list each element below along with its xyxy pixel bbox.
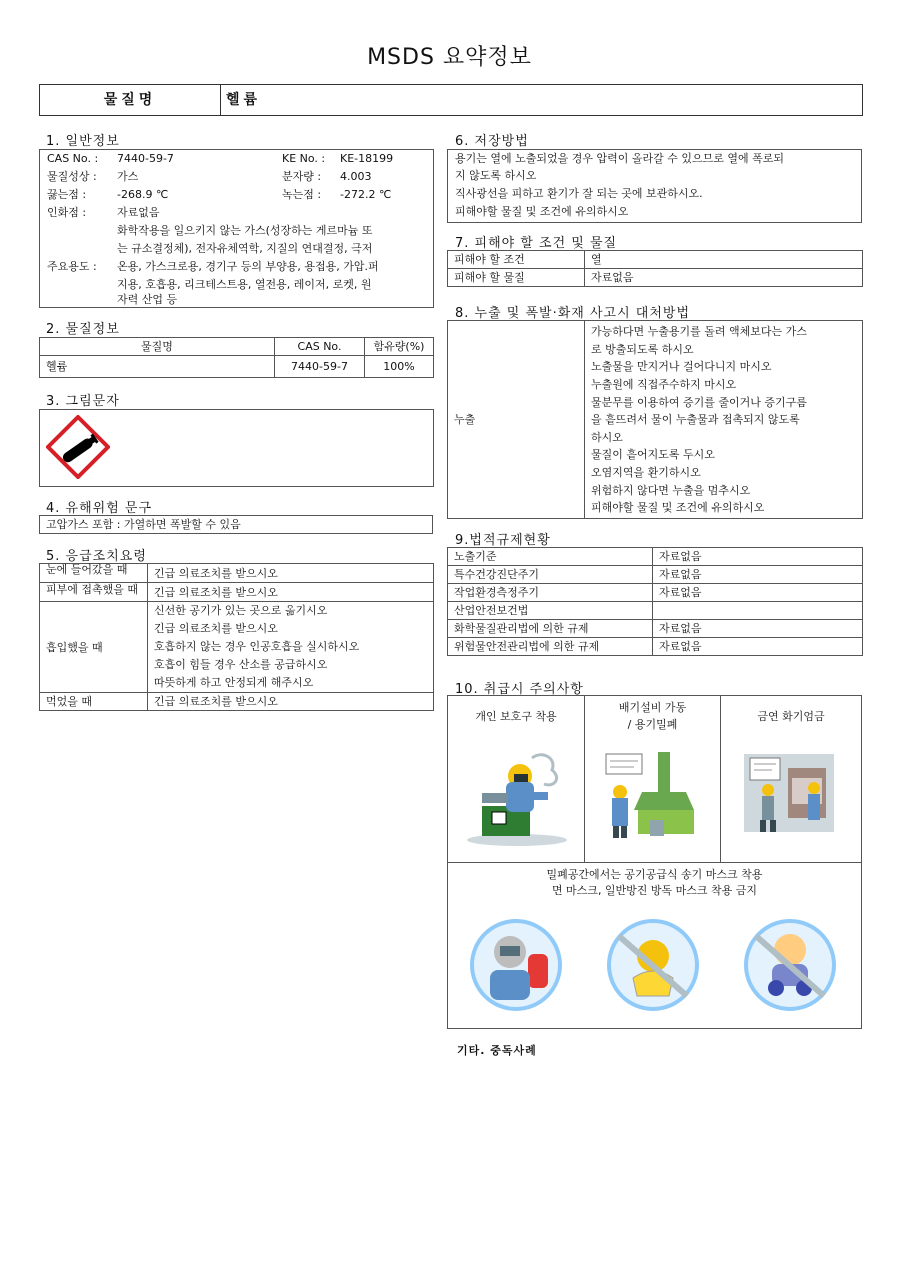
skin-label: 피부에 접촉했을 때 xyxy=(40,583,148,602)
substance-name-label: 물질명 xyxy=(40,85,221,115)
no-smoking-illustration-icon xyxy=(738,748,848,848)
ppe-caption: 개인 보호구 착용 xyxy=(475,710,557,723)
leak-line: 피해야할 물질 및 조건에 유의하시오 xyxy=(591,501,765,515)
inhale-line: 신선한 공기가 있는 곳으로 옮기시오 xyxy=(154,604,328,617)
first-aid-table xyxy=(39,563,434,711)
regulation-label: 산업안전보건법 xyxy=(448,602,653,620)
regulation-label: 작업환경측정주기 xyxy=(448,584,653,602)
flash-value: 자료없음 xyxy=(117,206,160,219)
section-5-heading: 5. 응급조치요령 xyxy=(46,549,147,564)
section-4-heading: 4. 유해위험 문구 xyxy=(46,501,153,516)
regulation-value: 자료없음 xyxy=(653,620,863,638)
regulation-label: 화학물질관리법에 의한 규제 xyxy=(448,620,653,638)
ke-value: KE-18199 xyxy=(340,152,394,165)
avoid-value: 자료없음 xyxy=(585,269,863,287)
leak-line: 하시오 xyxy=(591,430,623,444)
mp-label: 녹는점 : xyxy=(282,188,322,201)
ventilation-illustration-icon xyxy=(598,748,708,848)
general-info-box xyxy=(39,149,434,308)
leak-label: 누출 xyxy=(448,321,585,519)
mask-caption-1: 밀폐공간에서는 공기공급식 송기 마스크 착용 xyxy=(546,868,763,881)
leak-line: 로 방출되도록 하시오 xyxy=(591,342,694,356)
table-cell: 100% xyxy=(365,356,434,378)
substance-name-bar xyxy=(39,84,863,116)
mw-label: 분자량 : xyxy=(282,170,322,183)
use-line: 화학작용을 일으키지 않는 가스(성장하는 게르마늄 또 xyxy=(117,224,373,237)
use-line: 온용, 가스크로용, 경기구 등의 부양용, 용접용, 가압.퍼 xyxy=(117,260,379,273)
ventilation-caption-1: 배기설비 가동 xyxy=(618,701,687,714)
no-smoking-caption: 금연 화기엄금 xyxy=(757,710,825,723)
flash-label: 인화점 : xyxy=(47,206,87,219)
inhale-label: 흡입했을 때 xyxy=(40,602,148,693)
storage-line: 용기는 열에 노출되었을 경우 압력이 올라갈 수 있으므로 열에 폭로되 xyxy=(455,152,784,165)
section-1-heading: 1. 일반정보 xyxy=(46,134,120,149)
state-value: 가스 xyxy=(117,170,139,183)
inhale-line: 긴급 의료조치를 받으시오 xyxy=(154,622,278,635)
divider xyxy=(448,862,861,863)
eye-text: 긴급 의료조치를 받으시오 xyxy=(148,564,434,583)
substance-name-value: 헬륨 xyxy=(226,92,262,108)
inhale-text xyxy=(148,602,434,693)
leak-line: 노출물을 만지거나 걸어다니지 마시오 xyxy=(591,360,772,374)
cas-label: CAS No. : xyxy=(47,152,99,165)
bp-value: -268.9 ℃ xyxy=(117,188,169,201)
skin-text: 긴급 의료조치를 받으시오 xyxy=(148,583,434,602)
avoid-label: 피해야 할 물질 xyxy=(448,269,585,287)
leak-line: 을 흩뜨려서 물이 누출물과 접촉되지 않도록 xyxy=(591,413,800,427)
section-3-heading: 3. 그림문자 xyxy=(46,394,120,409)
regulation-table xyxy=(447,547,863,656)
gas-mask-prohibited-illustration-icon xyxy=(740,918,840,1012)
leak-line: 가능하다면 누출용기를 돌려 액체보다는 가스 xyxy=(591,325,807,339)
regulation-label: 특수건강진단주기 xyxy=(448,566,653,584)
inhale-line: 호흡하지 않는 경우 인공호흡을 실시하시오 xyxy=(154,640,360,653)
section-9-heading: 9.법적규제현황 xyxy=(455,533,551,548)
use-line: 는 규소결정체), 전자유체역학, 지질의 연대결정, 극저 xyxy=(117,242,373,255)
regulation-label: 노출기준 xyxy=(448,548,653,566)
avoid-table xyxy=(447,250,863,287)
state-label: 물질성상 : xyxy=(47,170,97,183)
ppe-worker-illustration-icon xyxy=(462,748,572,848)
section-7-heading: 7. 피해야 할 조건 및 물질 xyxy=(455,236,618,251)
leak-line: 물질이 흩어지도록 두시오 xyxy=(591,448,715,462)
ingest-text: 긴급 의료조치를 받으시오 xyxy=(148,693,434,711)
leak-text xyxy=(585,321,863,519)
storage-line: 피해야할 물질 및 조건에 유의하시오 xyxy=(455,205,629,218)
table-cell: 7440-59-7 xyxy=(275,356,365,378)
hazard-statement: 고압가스 포함 : 가열하면 폭발할 수 있음 xyxy=(40,516,433,534)
section-2-heading: 2. 물질정보 xyxy=(46,322,120,337)
storage-line: 지 않도록 하시오 xyxy=(455,169,537,182)
ventilation-caption-2: / 용기밀폐 xyxy=(627,718,678,731)
bp-label: 끓는점 : xyxy=(47,188,87,201)
leak-table xyxy=(447,320,863,519)
mask-caption-2: 면 마스크, 일반방진 방독 마스크 착용 금지 xyxy=(551,884,758,897)
table-cell: 헬륨 xyxy=(40,356,275,378)
regulation-value: 자료없음 xyxy=(653,584,863,602)
table-header: 물질명 xyxy=(40,338,275,356)
regulation-label: 위험물안전관리법에 의한 규제 xyxy=(448,638,653,656)
pictogram-box xyxy=(39,409,434,487)
table-header: CAS No. xyxy=(275,338,365,356)
leak-line: 오염지역을 환기하시오 xyxy=(591,465,701,479)
avoid-value: 열 xyxy=(585,251,863,269)
inhale-line: 따뜻하게 하고 안정되게 해주시오 xyxy=(154,676,314,689)
ke-label: KE No. : xyxy=(282,152,326,165)
document-title: MSDS 요약정보 xyxy=(367,45,532,70)
use-line: 자력 산업 등 xyxy=(117,293,178,306)
gas-cylinder-pictogram-icon xyxy=(46,415,110,479)
table-header: 함유량(%) xyxy=(365,338,434,356)
regulation-value xyxy=(653,602,863,620)
footer-note: 기타. 중독사례 xyxy=(457,1044,537,1057)
eye-label: 눈에 들어갔을 때 xyxy=(40,564,148,583)
regulation-value: 자료없음 xyxy=(653,566,863,584)
air-supplied-mask-illustration-icon xyxy=(466,918,566,1012)
hazard-statement-table xyxy=(39,515,433,534)
section-6-heading: 6. 저장방법 xyxy=(455,134,529,149)
avoid-label: 피해야 할 조건 xyxy=(448,251,585,269)
section-10-heading: 10. 취급시 주의사항 xyxy=(455,682,584,697)
use-label: 주요용도 : xyxy=(47,260,97,273)
storage-box xyxy=(447,149,862,223)
section-8-heading: 8. 누출 및 폭발·화재 사고시 대처방법 xyxy=(455,306,691,321)
use-line: 지용, 호흡용, 리크테스트용, 열전용, 레이저, 로켓, 원 xyxy=(117,278,372,291)
cas-value: 7440-59-7 xyxy=(117,152,174,165)
mw-value: 4.003 xyxy=(340,170,372,183)
inhale-line: 호흡이 힘들 경우 산소를 공급하시오 xyxy=(154,658,328,671)
regulation-value: 자료없음 xyxy=(653,638,863,656)
mp-value: -272.2 ℃ xyxy=(340,188,392,201)
leak-line: 위험하지 않다면 누출을 멈추시오 xyxy=(591,483,751,497)
leak-line: 물분무를 이용하여 증기를 줄이거나 증기구름 xyxy=(591,395,807,409)
regulation-value: 자료없음 xyxy=(653,548,863,566)
storage-line: 직사광선을 피하고 환기가 잘 되는 곳에 보관하시오. xyxy=(455,187,703,200)
ingest-label: 먹었을 때 xyxy=(40,693,148,711)
leak-line: 누출원에 직접주수하지 마시오 xyxy=(591,378,737,392)
handling-box xyxy=(447,695,862,1029)
dust-mask-prohibited-illustration-icon xyxy=(603,918,703,1012)
substance-info-table xyxy=(39,337,434,378)
